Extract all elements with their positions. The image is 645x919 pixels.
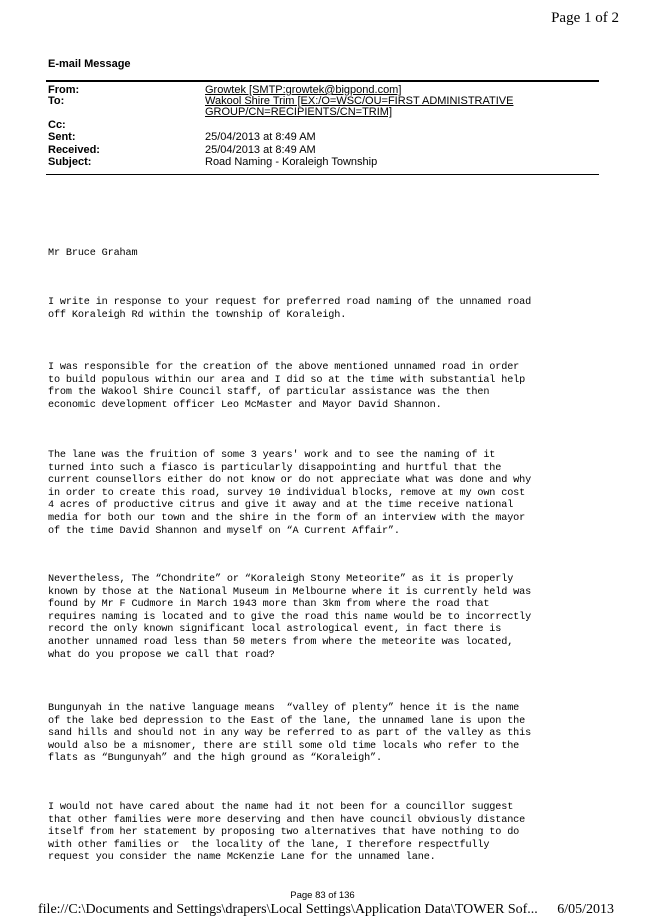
to-value-line1[interactable]: Wakool Shire Trim [EX:/O=WSC/OU=FIRST ADMINISTRATIVE [205, 95, 514, 107]
body-paragraph-2: I was responsible for the creation of the above mentioned unnamed road in order to build populous within our area and I did so at the time with substantial help from the Wakool Shire Council staff, of particular assistance was the then economic development officer Leo McMaster and Mayor David Shannon. [48, 362, 526, 411]
footer-file-path: file://C:\Documents and Settings\drapers\Local Settings\Application Data\TOWER Sof... [38, 902, 538, 917]
to-label: To: [48, 95, 65, 107]
footer-date: 6/05/2013 [557, 902, 614, 917]
sent-label: Sent: [48, 131, 76, 143]
page-number-header: Page 1 of 2 [551, 10, 619, 26]
body-paragraph-4: Nevertheless, The “Chondrite” or “Koraleigh Stony Meteorite” as it is properly known by those at the National Museum in Melbourne where it is currently held was found by Mr F Cudmore in March 1943 more than 3km from where the road that requires naming is located and to give the road this name would be to incorrectly record the only known significant local astrological event, in fact there is another unnamed road less than 50 meters from where the meteorite was located, what do you propose we call that road? [48, 574, 532, 661]
cc-label: Cc: [48, 119, 66, 131]
to-value-line2[interactable]: GROUP/CN=RECIPIENTS/CN=TRIM] [205, 106, 393, 118]
received-value: 25/04/2013 at 8:49 AM [205, 144, 316, 156]
header-divider-bottom [46, 174, 599, 175]
salutation: Mr Bruce Graham [48, 248, 138, 259]
received-label: Received: [48, 144, 100, 156]
message-title: E-mail Message [48, 58, 131, 70]
body-paragraph-3: The lane was the fruition of some 3 years' work and to see the naming of it turned into such a fiasco is particularly disappointing and hurtful that the current counsellors either do not know or do not appreciate what was done and why in order to create this road, survey 10 individual blocks, remove at my own cost 4 acres of productive citrus and give it away and at the time receive national media for both our town and the shire in the form of an interview with the mayor of the time David Shannon and myself on “A Current Affair”. [48, 450, 532, 537]
header-divider-top [46, 80, 599, 82]
subject-label: Subject: [48, 156, 92, 168]
sent-value: 25/04/2013 at 8:49 AM [205, 131, 316, 143]
body-paragraph-6: I would not have cared about the name had it not been for a councillor suggest that other families were more deserving and then have council obviously distance itself from her statement by proposing two alternatives that have nothing to do with other families or the locality of the lane, I therefore respectfully request you consider the name McKenzie Lane for the unnamed lane. [48, 802, 526, 864]
body-paragraph-5: Bungunyah in the native language means “valley of plenty” hence it is the name of the lake bed depression to the East of the lane, the unnamed lane is upon the sand hills and should not in any way be referred to as part of the valley as this would also be a misnomer, there are still some old time locals who refer to the flats as “Bungunyah” and the high ground as “Koraleigh”. [48, 703, 532, 765]
from-label: From: [48, 84, 80, 96]
subject-value: Road Naming - Koraleigh Township [205, 156, 378, 168]
from-value[interactable]: Growtek [SMTP:growtek@bigpond.com] [205, 84, 402, 96]
body-paragraph-1: I write in response to your request for preferred road naming of the unnamed road off Koraleigh Rd within the township of Koraleigh. [48, 297, 532, 321]
footer-page-count: Page 83 of 136 [290, 890, 355, 901]
